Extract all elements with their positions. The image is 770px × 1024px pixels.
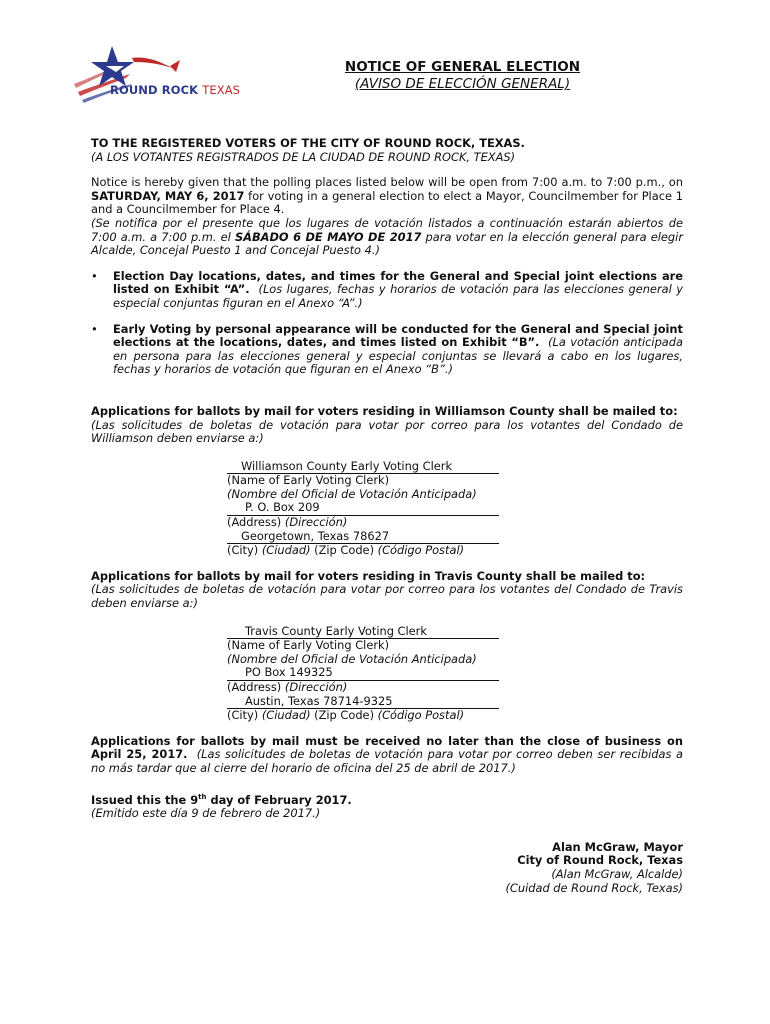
deadline-spanish: (Las solicitudes de boletas de votación para votar por correo deben ser recibidas a no más tardar que al cierre del horario de oficina del 25 de abril de 2017.)	[91, 747, 683, 775]
notice-paragraph-english: Notice is hereby given that the polling places listed below will be open from 7:00 a.m. to 7:00 p.m., on SATURDAY, MAY 6, 2017 for voting in a general election to elect a Mayor, Councilmember for Place 1 and a Councilmember for Place 4.	[91, 175, 683, 217]
deadline-english: Applications for ballots by mail must be received no later than the close of business on April 25, 2017.	[91, 733, 683, 762]
clerk-label-spanish: (Nombre del Oficial de Votación Anticipada)	[227, 651, 477, 666]
issued-spanish: (Emitido este día 9 de febrero de 2017.)	[91, 806, 321, 821]
star-swoosh-icon	[72, 40, 252, 120]
title-spanish: (AVISO DE ELECCIÓN GENERAL)	[354, 76, 571, 92]
signer-organization-spanish: (Cuidad de Round Rock, Texas)	[505, 880, 683, 895]
signer-name: Alan McGraw, Mayor	[552, 839, 683, 854]
signer-organization: City of Round Rock, Texas	[517, 853, 683, 868]
notice-body	[91, 137, 683, 895]
williamson-address: P. O. Box 209	[227, 501, 499, 516]
travis-clerk: Travis County Early Voting Clerk	[227, 625, 499, 640]
travis-city-zip: Austin, Texas 78714-9325	[227, 695, 499, 710]
bullet-exhibit-b	[91, 323, 683, 377]
clerk-label-spanish: (Nombre del Oficial de Votación Anticipada)	[227, 486, 477, 501]
round-rock-logo	[72, 40, 252, 120]
title-english: NOTICE OF GENERAL ELECTION	[344, 59, 581, 75]
deadline-paragraph	[91, 735, 683, 776]
bullet-a-spanish: (Los lugares, fechas y horarios de votación para las elecciones general y especial conjuntas figuran en el Anexo “A”.)	[113, 282, 683, 310]
logo-wordmark	[110, 83, 240, 97]
travis-address: PO Box 149325	[227, 666, 499, 681]
travis-heading-spanish: (Las solicitudes de boletas de votación para votar por correo para los votantes del Condado de Travis deben enviarse a:)	[91, 582, 683, 611]
bullet-icon: •	[91, 268, 98, 283]
williamson-address-block	[227, 460, 499, 558]
logo-name-main: ROUND ROCK	[110, 83, 199, 97]
issued-english: Issued this the 9th day of February 2017.	[91, 792, 352, 807]
election-date-spanish: SÁBADO 6 DE MAYO DE 2017	[234, 229, 422, 244]
travis-heading-english: Applications for ballots by mail for voters residing in Travis County shall be mailed to:	[91, 568, 646, 583]
bullet-icon: •	[91, 321, 98, 336]
notice-paragraph-spanish: (Se notifica por el presente que los lugares de votación listados a continuación estarán abiertos de 7:00 a.m. a 7:00 p.m. el SÁBADO 6 DE MAYO DE 2017 para votar en la elección general para elegir Alcalde, Concejal Puesto 1 and Concejal Puesto 4.)	[91, 215, 684, 258]
williamson-heading-english: Applications for ballots by mail for voters residing in Williamson County shall be mailed to:	[91, 403, 678, 418]
logo-name-state: TEXAS	[202, 83, 241, 97]
city-zip-label: (City) (Ciudad) (Zip Code) (Código Postal)	[227, 543, 465, 558]
bullet-a-english: Election Day locations, dates, and times for the General and Special joint elections are listed on Exhibit “A”.	[113, 268, 683, 297]
williamson-clerk: Williamson County Early Voting Clerk	[227, 460, 499, 475]
bullet-b-spanish: (La votación anticipada en persona para las elecciones general y especial conjuntas se llevará a cabo en los lugares, fechas y horarios de votación que figuran en el Anexo “B”.)	[113, 335, 683, 377]
city-zip-label: (City) (Ciudad) (Zip Code) (Código Postal)	[227, 708, 465, 723]
signature-block	[91, 841, 683, 895]
addressee-english: TO THE REGISTERED VOTERS OF THE CITY OF ROUND ROCK, TEXAS.	[91, 136, 525, 150]
address-label: (Address) (Dirección)	[227, 515, 348, 530]
signer-name-spanish: (Alan McGraw, Alcalde)	[551, 866, 683, 881]
clerk-label-english: (Name of Early Voting Clerk)	[227, 638, 390, 653]
bullet-exhibit-a	[91, 270, 683, 311]
williamson-city-zip: Georgetown, Texas 78627	[227, 530, 499, 545]
notice-title	[300, 59, 625, 93]
bullet-b-english: Early Voting by personal appearance will be conducted for the General and Special joint elections at the locations, dates, and times listed on Exhibit “B”.	[113, 321, 683, 350]
travis-address-block	[227, 625, 499, 723]
address-label: (Address) (Dirección)	[227, 680, 348, 694]
williamson-heading-spanish: (Las solicitudes de boletas de votación para votar por correo para los votantes del Condado de Williamson deben enviarse a:)	[91, 417, 683, 446]
clerk-label-english: (Name of Early Voting Clerk)	[227, 473, 390, 488]
election-date: SATURDAY, MAY 6, 2017	[91, 188, 245, 203]
addressee-spanish: (A LOS VOTANTES REGISTRADOS DE LA CIUDAD DE ROUND ROCK, TEXAS)	[91, 149, 516, 164]
